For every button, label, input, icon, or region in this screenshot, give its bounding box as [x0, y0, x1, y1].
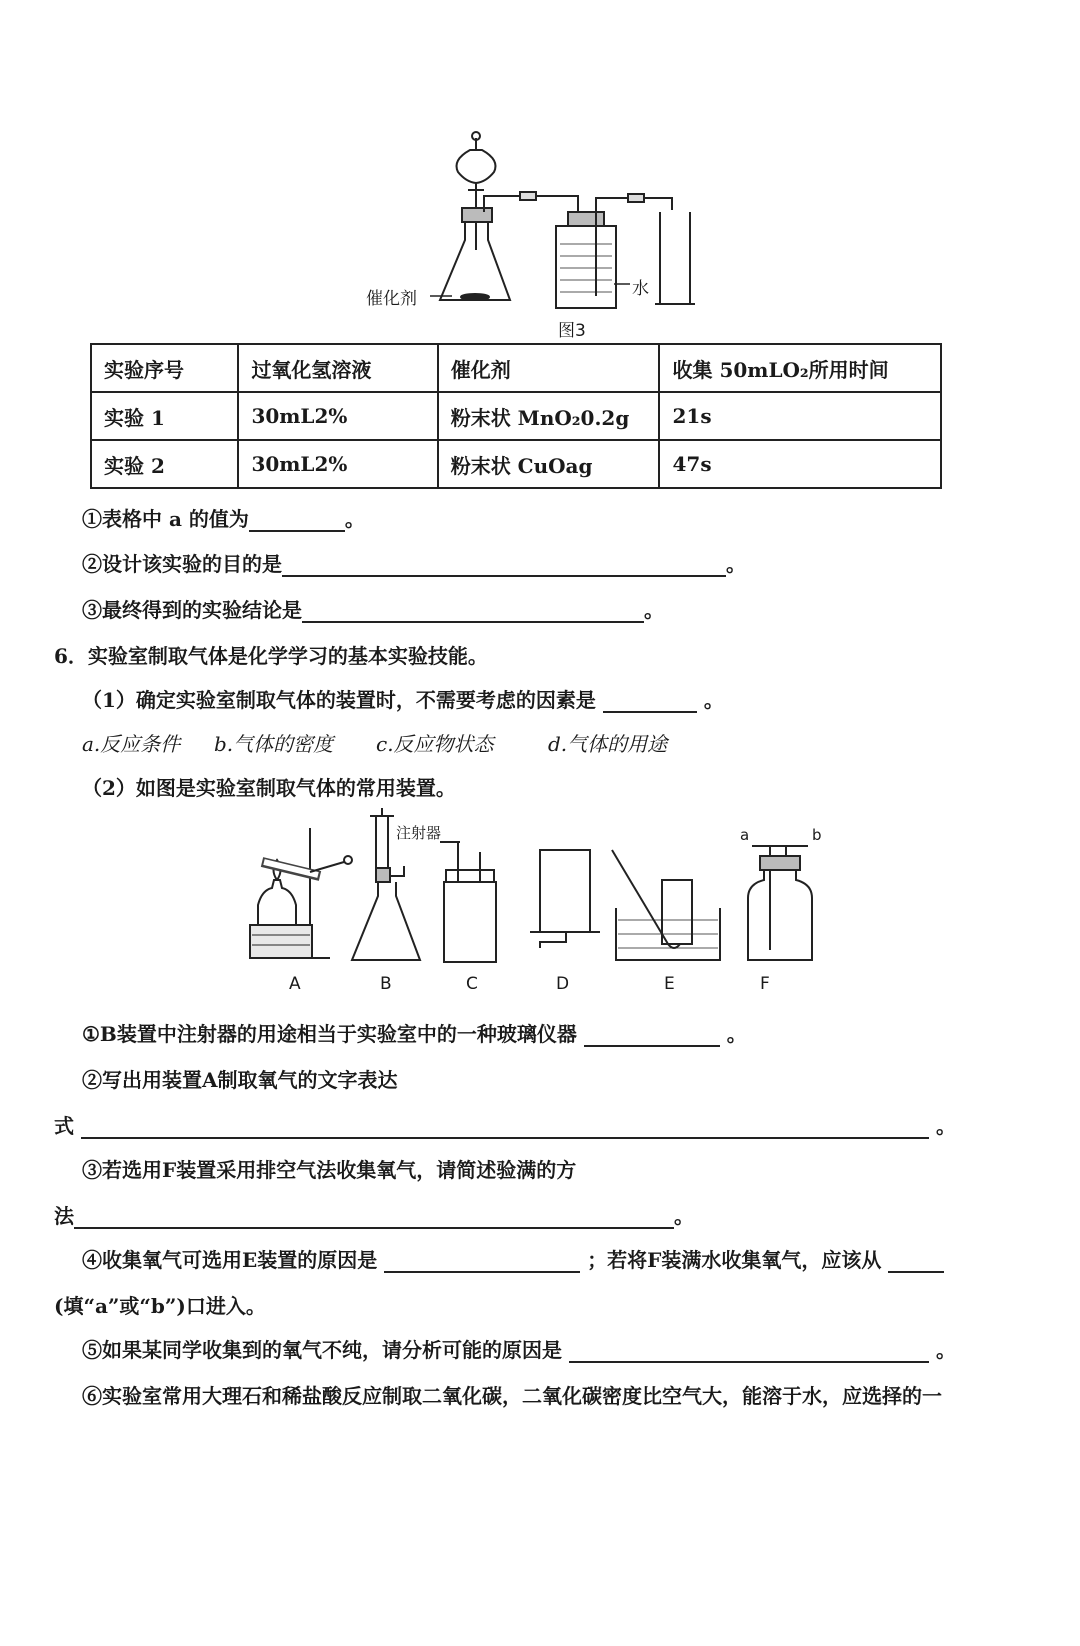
figure-3-caption: 图3	[558, 321, 586, 341]
q6-s2-cont-text: 式	[54, 1114, 74, 1138]
water-label: 水	[632, 279, 649, 299]
answer-blank[interactable]	[569, 1341, 929, 1363]
answer-blank[interactable]	[888, 1251, 944, 1273]
q6-s2: ②写出用装置A制取氧气的文字表达	[82, 1068, 398, 1092]
period: 。	[674, 1204, 694, 1228]
q6-s1-text: ①B装置中注射器的用途相当于实验室中的一种玻璃仪器	[82, 1022, 577, 1046]
table-cell: 实验 2	[91, 440, 238, 488]
q5-sub3-text: ③最终得到的实验结论是	[82, 598, 302, 622]
q6-s4b-text: ；若将F装满水收集氧气，应该从	[587, 1248, 882, 1272]
q6-s4	[82, 1244, 944, 1273]
table-cell: 粉末状 CuOag	[438, 440, 660, 488]
option-a: a.反应条件	[82, 732, 181, 756]
apparatus-label-f: F	[760, 974, 770, 994]
period: 。	[344, 507, 365, 531]
table-header-cell: 实验序号	[91, 344, 238, 392]
answer-blank[interactable]	[74, 1207, 674, 1229]
answer-blank[interactable]	[384, 1251, 580, 1273]
answer-blank[interactable]	[81, 1117, 929, 1139]
period: 。	[935, 1338, 956, 1362]
period: 。	[935, 1114, 956, 1138]
table-cell: 21s	[659, 392, 941, 440]
port-a-label: a	[740, 826, 750, 844]
option-d: d.气体的用途	[548, 732, 668, 756]
syringe-label: 注射器	[396, 824, 442, 842]
period: 。	[644, 598, 664, 622]
q6-s3: ③若选用F装置采用排空气法收集氧气，请简述验满的方	[82, 1158, 577, 1182]
period: 。	[726, 1022, 747, 1046]
table-cell: 粉末状 MnO₂0.2g	[438, 392, 660, 440]
answer-blank[interactable]	[584, 1025, 720, 1047]
apparatus-label-d: D	[556, 974, 570, 994]
table-cell: 实验 1	[91, 392, 238, 440]
apparatus-label-c: C	[466, 974, 478, 994]
q5-sub1-text: ①表格中 a 的值为	[82, 507, 249, 531]
q6-s4-cont: (填“a”或“b”)口进入。	[54, 1294, 266, 1318]
q6-s4a-text: ④收集氧气可选用E装置的原因是	[82, 1248, 378, 1272]
table-cell: 47s	[659, 440, 941, 488]
q6-s3-cont	[54, 1200, 694, 1229]
option-c: c.反应物状态	[376, 732, 494, 756]
apparatus-label-a: A	[289, 974, 301, 994]
port-b-label: b	[812, 826, 822, 844]
q6-s2-cont	[54, 1110, 956, 1139]
q6-s6: ⑥实验室常用大理石和稀盐酸反应制取二氧化碳，二氧化碳密度比空气大，能溶于水，应选择的一	[82, 1384, 942, 1408]
q6-s5-text: ⑤如果某同学收集到的氧气不纯，请分析可能的原因是	[82, 1338, 562, 1362]
apparatus-label-e: E	[664, 974, 675, 994]
q6-s1	[82, 1018, 747, 1047]
q6-part1-text: （1）确定实验室制取气体的装置时，不需要考虑的因素是	[82, 688, 596, 712]
q6-s3-cont-text: 法	[54, 1204, 74, 1228]
apparatus-label-b: B	[380, 974, 392, 994]
period: 。	[703, 688, 724, 712]
catalyst-label: 催化剂	[366, 289, 417, 309]
table-header-cell: 催化剂	[438, 344, 660, 392]
table-cell: 30mL2%	[238, 440, 437, 488]
q6-s5	[82, 1334, 956, 1363]
table-header-cell: 过氧化氢溶液	[238, 344, 437, 392]
table-cell: 30mL2%	[238, 392, 437, 440]
q6-title: 6．实验室制取气体是化学学习的基本实验技能。	[54, 644, 488, 668]
q6-part2: （2）如图是实验室制取气体的常用装置。	[82, 776, 456, 800]
table-header-cell: 收集 50mLO₂所用时间	[659, 344, 941, 392]
period: 。	[726, 552, 746, 576]
option-b: b.气体的密度	[214, 732, 334, 756]
q5-sub2-text: ②设计该实验的目的是	[82, 552, 282, 576]
